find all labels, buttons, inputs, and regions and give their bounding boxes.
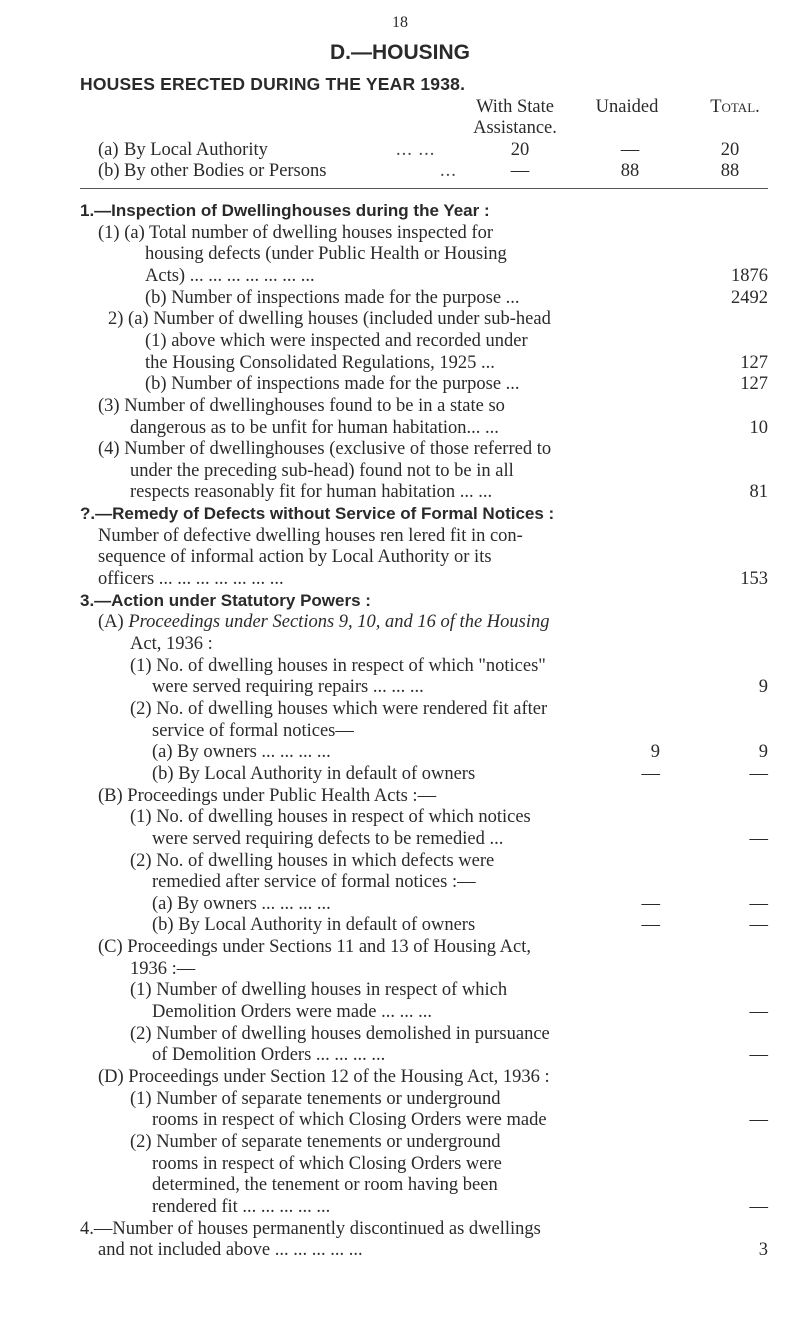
statistic-subvalue: —	[641, 915, 660, 936]
statistic-line-text: (2) No. of dwelling houses in which defects were	[130, 850, 495, 871]
col-head-unaided: Unaided	[595, 97, 659, 117]
row-total: 88	[720, 161, 740, 181]
statistic-line-text: rooms in respect of which Closing Orders were made	[152, 1110, 547, 1131]
statistic-line-text: (2) No. of dwelling houses which were rendered fit after	[130, 698, 548, 719]
statistic-value: —	[749, 1002, 768, 1023]
row-label: By Local Authority	[124, 140, 268, 160]
statistic-value: —	[749, 828, 768, 849]
statistic-line-text: officers ... ... ... ... ... ... ...	[98, 569, 284, 590]
statistic-line-text: Number of defective dwelling houses ren lered fit in con-	[98, 525, 523, 546]
statistic-value: —	[749, 915, 768, 936]
statistic-line-text: (B) Proceedings under Public Health Acts :—	[98, 785, 437, 806]
statistic-value: 10	[749, 417, 768, 438]
statistic-value: 153	[740, 569, 768, 590]
statistic-subvalue: —	[641, 763, 660, 784]
statistic-line-text: (b) Number of inspections made for the purpose ...	[145, 287, 520, 308]
statistic-line-text: the Housing Consolidated Regulations, 1925 ...	[145, 352, 495, 373]
statistic-line-text: (A) Proceedings under Sections 9, 10, and 16 of the Housing	[98, 612, 550, 633]
statistic-line-text: rooms in respect of which Closing Orders were	[152, 1153, 502, 1174]
row-state: 20	[510, 140, 530, 160]
statistic-line-text: (4) Number of dwellinghouses (exclusive of those referred to	[98, 439, 552, 460]
statistic-line-text: (a) By owners ... ... ... ...	[152, 893, 331, 914]
statistic-value: 127	[740, 374, 768, 395]
statistic-line-text: determined, the tenement or room having been	[152, 1175, 498, 1196]
statistic-line-text: (C) Proceedings under Sections 11 and 13 of Housing Act,	[98, 937, 531, 958]
col-head-total: Total.	[710, 97, 760, 117]
statistic-line-text: were served requiring repairs ... ... ...	[152, 677, 424, 698]
section-title: D.—HOUSING	[329, 41, 470, 64]
statistic-line-text: Acts) ... ... ... ... ... ... ...	[145, 265, 315, 286]
row-unaided: —	[620, 140, 640, 160]
statistic-value: —	[749, 1196, 768, 1217]
statistic-value: 81	[749, 482, 768, 503]
statistic-line-text: 3.—Action under Statutory Powers :	[80, 590, 371, 610]
divider-rule	[80, 188, 768, 189]
row-total: 20	[720, 140, 740, 160]
statistic-line-text: (1) Number of separate tenements or underground	[130, 1088, 501, 1109]
statistic-value: —	[749, 893, 768, 914]
statistic-line-text: (3) Number of dwellinghouses found to be in a state so	[98, 395, 505, 416]
statistic-line-text: rendered fit ... ... ... ... ...	[152, 1196, 331, 1217]
statistic-value: 9	[758, 677, 768, 698]
statistic-value: 1876	[731, 265, 768, 286]
row-dots: ...	[440, 161, 457, 181]
col-head-assistance: Assistance.	[473, 118, 557, 138]
statistic-line-text: (D) Proceedings under Section 12 of the Housing Act, 1936 :	[98, 1067, 550, 1087]
houses-erected-heading: HOUSES ERECTED DURING THE YEAR 1938.	[80, 74, 466, 94]
statistic-line-text: 1936 :—	[130, 958, 196, 979]
statistic-value: 3	[758, 1240, 768, 1261]
statistic-line-text: under the preceding sub-head) found not to be in all	[130, 460, 514, 481]
statistic-line-text: (2) Number of separate tenements or underground	[130, 1131, 501, 1152]
statistic-line-text: 1.—Inspection of Dwellinghouses during the Year :	[80, 201, 490, 220]
statistic-value: —	[749, 763, 768, 784]
row-dots: ... ...	[396, 140, 436, 160]
statistic-line-text: (b) By Local Authority in default of owners	[152, 763, 476, 784]
statistic-line-text: sequence of informal action by Local Authority or its	[98, 547, 492, 568]
row-prefix: (b)	[98, 161, 120, 181]
statistic-line-text: 2) (a) Number of dwelling houses (included under sub-head	[108, 309, 551, 330]
statistic-value: 9	[758, 742, 768, 763]
statistic-line-text: 4.—Number of houses permanently discontinued as dwellings	[80, 1218, 541, 1239]
statistic-value: —	[749, 1045, 768, 1066]
statistic-line-text: remedied after service of formal notices :—	[152, 872, 476, 893]
statistic-line-text: Demolition Orders were made ... ... ...	[152, 1002, 432, 1023]
statistic-line-text: and not included above ... ... ... ... ...	[98, 1240, 363, 1261]
row-state: —	[510, 161, 530, 181]
statistic-line-text: (1) Number of dwelling houses in respect of which	[130, 980, 508, 1001]
statistic-value: —	[749, 1110, 768, 1131]
page-number: 18	[392, 14, 408, 31]
statistic-line-text: ?.—Remedy of Defects without Service of Formal Notices :	[80, 504, 555, 524]
statistic-line-text: service of formal notices—	[152, 720, 354, 741]
statistic-line-text: respects reasonably fit for human habitation ... ...	[130, 482, 493, 503]
statistic-line-text: (1) No. of dwelling houses in respect of which "notices"	[130, 655, 546, 676]
row-unaided: 88	[620, 161, 640, 181]
statistic-value: 2492	[731, 287, 768, 308]
statistic-line-text: Act, 1936 :	[130, 634, 213, 654]
statistic-line-text: (b) By Local Authority in default of owners	[152, 915, 476, 936]
statistic-line-text: (2) Number of dwelling houses demolished in pursuance	[130, 1023, 550, 1044]
statistic-line-text: (1) No. of dwelling houses in respect of which notices	[130, 807, 531, 828]
statistic-line-text: (a) By owners ... ... ... ...	[152, 742, 331, 763]
statistic-subvalue: —	[641, 893, 660, 914]
statistic-line-text: of Demolition Orders ... ... ... ...	[152, 1045, 386, 1066]
statistic-line-text: were served requiring defects to be remedied ...	[152, 828, 504, 849]
col-head-with-state: With State	[476, 97, 554, 117]
statistic-line-text: dangerous as to be unfit for human habitation... ...	[130, 417, 499, 438]
statistic-line-text: (1) (a) Total number of dwelling houses inspected for	[98, 222, 493, 243]
statistic-line-text: (1) above which were inspected and recorded under	[145, 330, 528, 351]
row-prefix: (a)	[98, 140, 119, 160]
statistic-line-text: housing defects (under Public Health or Housing	[145, 244, 507, 265]
row-label: By other Bodies or Persons	[124, 161, 327, 181]
statistic-line-text: (b) Number of inspections made for the purpose ...	[145, 374, 520, 395]
statistic-value: 127	[740, 352, 768, 373]
statistic-subvalue: 9	[650, 742, 660, 763]
